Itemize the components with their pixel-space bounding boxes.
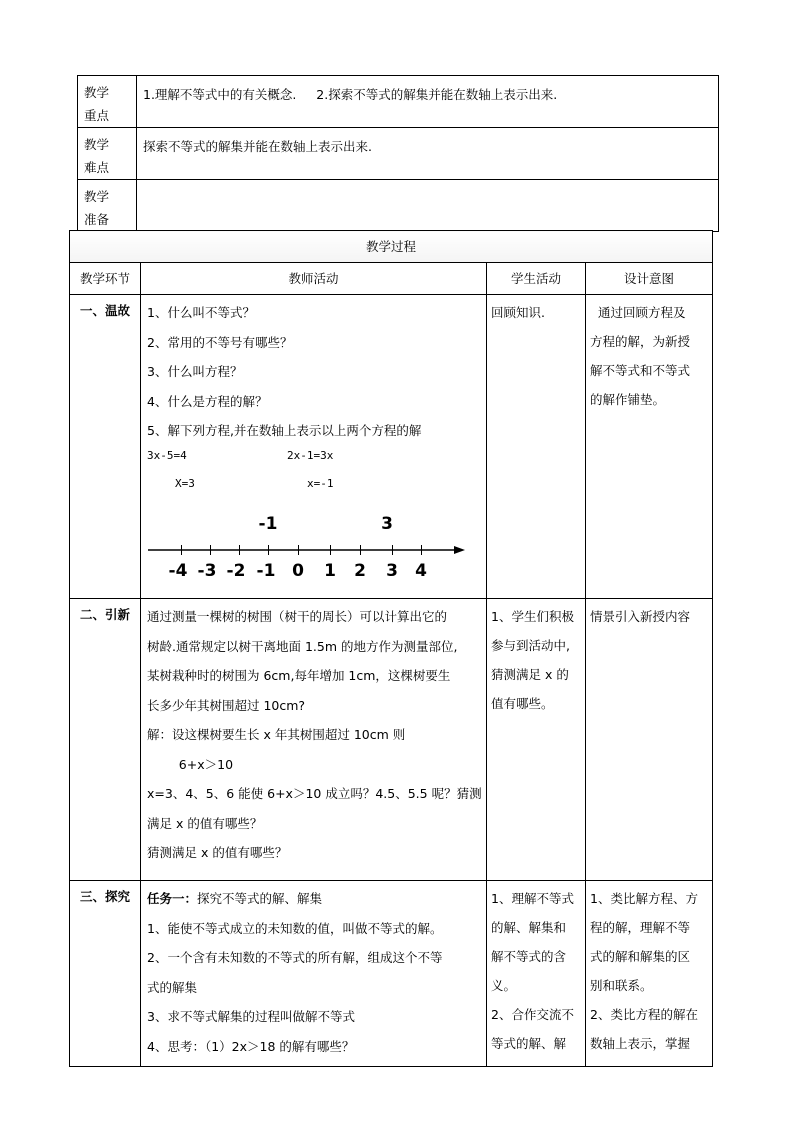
list-item: 4、思考：（1）2x＞18 的解有哪些？: [147, 1038, 355, 1054]
tick-label: -1: [256, 560, 276, 581]
preparation-label: 教学 准备: [78, 180, 137, 232]
list-item: 1、学生们积极: [491, 609, 574, 624]
tick-label: 3: [386, 560, 398, 581]
list-item: 猜测满足 x 的值有哪些？: [147, 845, 288, 860]
list-item: 义。: [491, 978, 517, 993]
process-title: 教学过程: [70, 231, 713, 263]
list-item: 式的解和解集的区: [590, 949, 691, 964]
stage-review: 一、温故: [70, 295, 141, 599]
list-item: 2、一个含有未知数的不等式的所有解，组成这个不等: [147, 950, 443, 965]
list-item: 1、能使不等式成立的未知数的值，叫做不等式的解。: [147, 920, 443, 936]
stage-explore: 三、探究: [70, 881, 141, 1067]
list-item: 1、理解不等式: [491, 891, 574, 906]
list-item: 2、常用的不等号有哪些？: [147, 334, 293, 350]
tick-label: -2: [226, 560, 246, 581]
list-item: 6+x＞10: [147, 756, 234, 772]
list-item: 2、类比方程的解在: [590, 1007, 698, 1022]
list-item: 程的解，理解不等: [590, 920, 691, 935]
list-item: 参与到活动中,: [491, 638, 570, 653]
list-item: 5、解下列方程,并在数轴上表示以上两个方程的解: [147, 423, 422, 438]
objective-row-difficulties: [78, 128, 719, 180]
list-item: x=3、4、5、6 能使 6+x＞10 成立吗？4.5、5.5 呢？猜测: [147, 786, 482, 801]
student-activity-introduce: [487, 599, 586, 881]
design-intent-review: [586, 295, 713, 599]
tick-label: -4: [168, 560, 188, 581]
list-item: 长多少年其树围超过 10cm?: [147, 697, 306, 713]
list-item: 数轴上表示，掌握: [590, 1036, 691, 1051]
list-item: 值有哪些。: [491, 696, 554, 711]
list-item: 1、什么叫不等式？: [147, 305, 255, 320]
task-title: 探究不等式的解、解集: [197, 891, 323, 906]
number-line: [141, 504, 486, 592]
key-points-label: 教学 重点: [78, 76, 137, 128]
list-item: 等式的解、解: [491, 1036, 567, 1051]
list-item: 4、什么是方程的解？: [147, 393, 268, 409]
list-item: 猜测满足 x 的: [491, 667, 569, 682]
header-teacher: 教师活动: [141, 263, 487, 295]
list-item: 情景引入新授内容: [590, 609, 691, 624]
equation-2: 2x-1=3x: [287, 448, 334, 462]
teacher-activity-introduce: [141, 599, 487, 881]
list-item: 2、合作交流不: [491, 1007, 574, 1022]
list-item: 3、求不等式解集的过程叫做解不等式: [147, 1009, 355, 1024]
list-item: 的解、解集和: [491, 920, 567, 935]
tick-label: 2: [354, 560, 366, 581]
solution-2: x=-1: [307, 476, 334, 490]
student-activity-explore: [487, 881, 586, 1067]
design-intent-explore: [586, 881, 713, 1067]
header-student: 学生活动: [487, 263, 586, 295]
student-activity-review: [487, 295, 586, 599]
table-row: [70, 295, 713, 599]
process-title-row: [70, 231, 713, 263]
header-intent: 设计意图: [586, 263, 713, 295]
table-row: [70, 881, 713, 1067]
list-item: 某树栽种时的树围为 6cm,每年增加 1cm，这棵树要生: [147, 668, 451, 683]
key-points-content: 1.理解不等式中的有关概念. 2.探索不等式的解集并能在数轴上表示出来.: [137, 76, 719, 128]
list-item: 3、什么叫方程？: [147, 364, 243, 379]
list-item: 通过测量一棵树的树围（树干的周长）可以计算出它的: [147, 609, 448, 624]
mark-label: 3: [381, 513, 393, 534]
list-item: 回顾知识.: [491, 305, 545, 320]
objectives-table: [77, 75, 719, 232]
process-table: [69, 230, 713, 1067]
tick-label: -3: [197, 560, 217, 581]
list-item: 解：设这棵树要生长 x 年其树围超过 10cm 则: [147, 727, 406, 742]
equation-1: 3x-5=4: [147, 448, 187, 462]
stage-introduce: 二、引新: [70, 599, 141, 881]
teacher-activity-explore: [141, 881, 487, 1067]
column-header-row: [70, 263, 713, 295]
tick-label: 0: [292, 560, 304, 581]
list-item: 的解作铺垫。: [590, 392, 666, 407]
design-intent-introduce: [586, 599, 713, 881]
task-label: 任务一：: [147, 891, 198, 906]
list-item: 解不等式和不等式: [590, 363, 691, 378]
mark-label: -1: [258, 513, 278, 534]
list-item: [141, 884, 486, 914]
list-item: 别和联系。: [590, 978, 653, 993]
solution-1: X=3: [175, 476, 195, 490]
list-item: 方程的解，为新授: [590, 334, 691, 349]
list-item: 树龄.通常规定以树干离地面 1.5m 的地方作为测量部位,: [147, 638, 458, 654]
difficulties-label: 教学 难点: [78, 128, 137, 180]
teacher-activity-review: [141, 295, 487, 599]
table-row: [70, 599, 713, 881]
objective-row-key-points: [78, 76, 719, 128]
list-item: 式的解集: [147, 979, 198, 995]
difficulties-content: 探索不等式的解集并能在数轴上表示出来.: [137, 128, 719, 180]
list-item: 通过回顾方程及: [590, 305, 686, 320]
list-item: 1、类比解方程、方: [590, 891, 698, 906]
header-stage: 教学环节: [70, 263, 141, 295]
tick-label: 1: [324, 560, 336, 581]
objective-row-preparation: [78, 180, 719, 232]
list-item: 满足 x 的值有哪些？: [147, 815, 263, 831]
equations-block: [141, 446, 486, 504]
tick-label: 4: [415, 560, 427, 581]
preparation-content: [137, 180, 719, 232]
list-item: 解不等式的含: [491, 949, 567, 964]
